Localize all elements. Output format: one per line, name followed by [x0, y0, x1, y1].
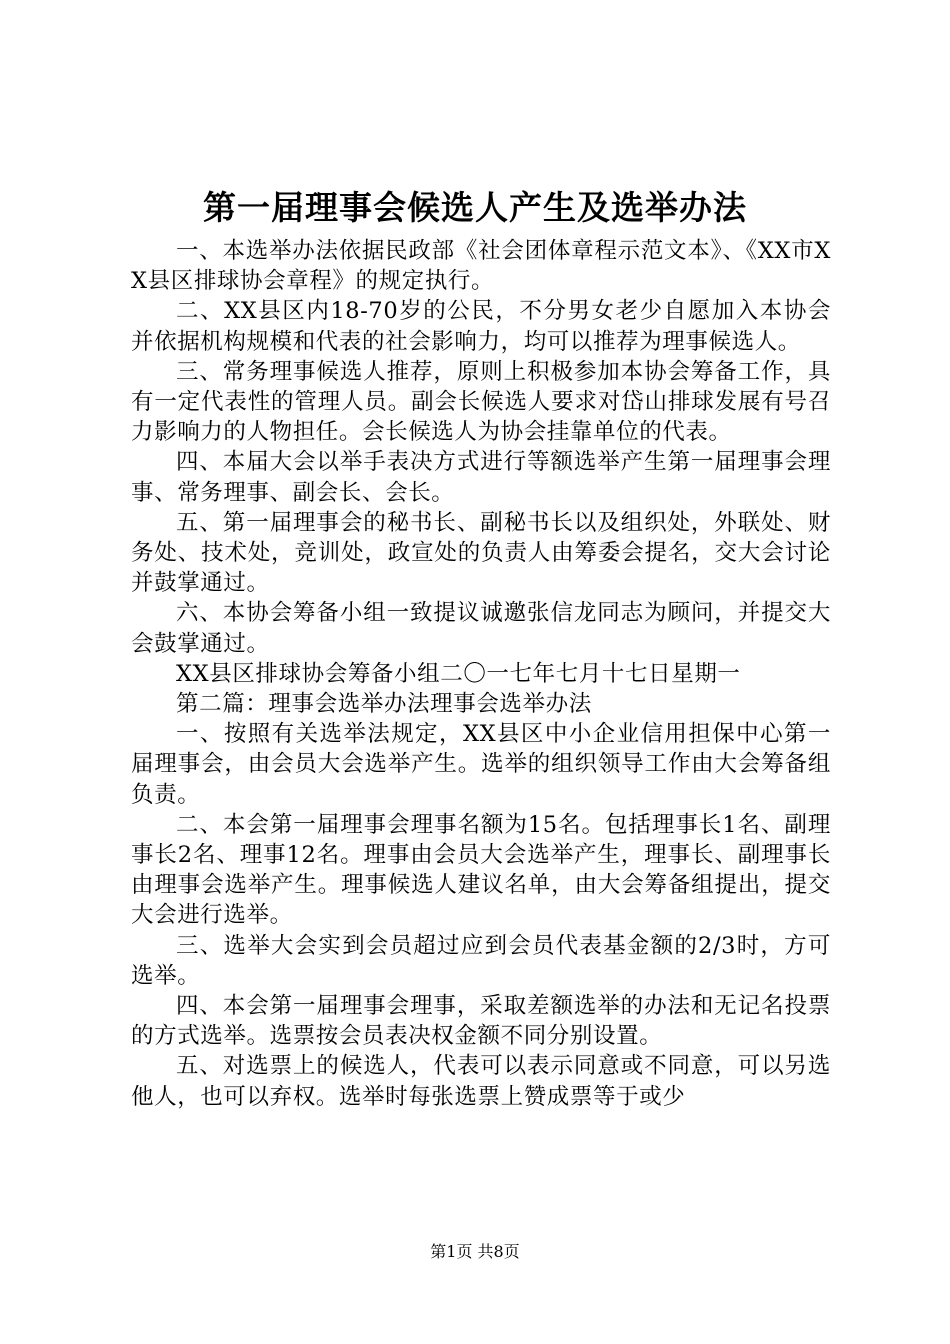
paragraph: 一、按照有关选举法规定，XX县区中小企业信用担保中心第一届理事会，由会员大会选举产生。选举的组织领导工作由大会筹备组负责。 [131, 721, 831, 808]
paragraph: 六、本协会筹备小组一致提议诚邀张信龙同志为顾问，并提交大会鼓掌通过。 [131, 600, 831, 657]
paragraph: 五、第一届理事会的秘书长、副秘书长以及组织处，外联处、财务处、技术处，竞训处，政宣处的负责人由筹委会提名，交大会讨论并鼓掌通过。 [131, 509, 831, 597]
paragraph: 一、本选举办法依据民政部《社会团体章程示范文本》、《XX市XX县区排球协会章程》的规定执行。 [131, 238, 831, 295]
paragraph: 三、选举大会实到会员超过应到会员代表基金额的2/3时，方可选举。 [131, 932, 831, 989]
paragraph: 四、本会第一届理事会理事，采取差额选举的办法和无记名投票的方式选举。选票按会员表决权金额不同分别设置。 [131, 993, 831, 1050]
paragraph: 三、常务理事候选人推荐，原则上积极参加本协会筹备工作，具有一定代表性的管理人员。副会长候选人要求对岱山排球发展有号召力影响力的人物担任。会长候选人为协会挂靠单位的代表。 [131, 358, 831, 446]
page-indicator: 第1页 共8页 [430, 1242, 520, 1261]
document-title: 第一届理事会候选人产生及选举办法 [203, 188, 747, 227]
section-heading: 第二篇：理事会选举办法理事会选举办法 [176, 691, 592, 718]
document-body [131, 236, 831, 1112]
paragraph: 五、对选票上的候选人，代表可以表示同意或不同意，可以另选他人，也可以弃权。选举时每张选票上赞成票等于或少 [131, 1053, 831, 1110]
paragraph: 二、本会第一届理事会理事名额为15名。包括理事长1名、副理事长2名、理事12名。理事由会员大会选举产生，理事长、副理事长由理事会选举产生。理事候选人建议名单，由大会筹备组提出，提交大会进行选举。 [131, 811, 831, 929]
paragraph: 四、本届大会以举手表决方式进行等额选举产生第一届理事会理事、常务理事、副会长、会长。 [131, 449, 831, 506]
signature-line: XX县区排球协会筹备小组二〇一七年七月十七日星期一 [176, 660, 741, 687]
paragraph: 二、XX县区内18-70岁的公民，不分男女老少自愿加入本协会并依据机构规模和代表的社会影响力，均可以推荐为理事候选人。 [131, 298, 831, 355]
